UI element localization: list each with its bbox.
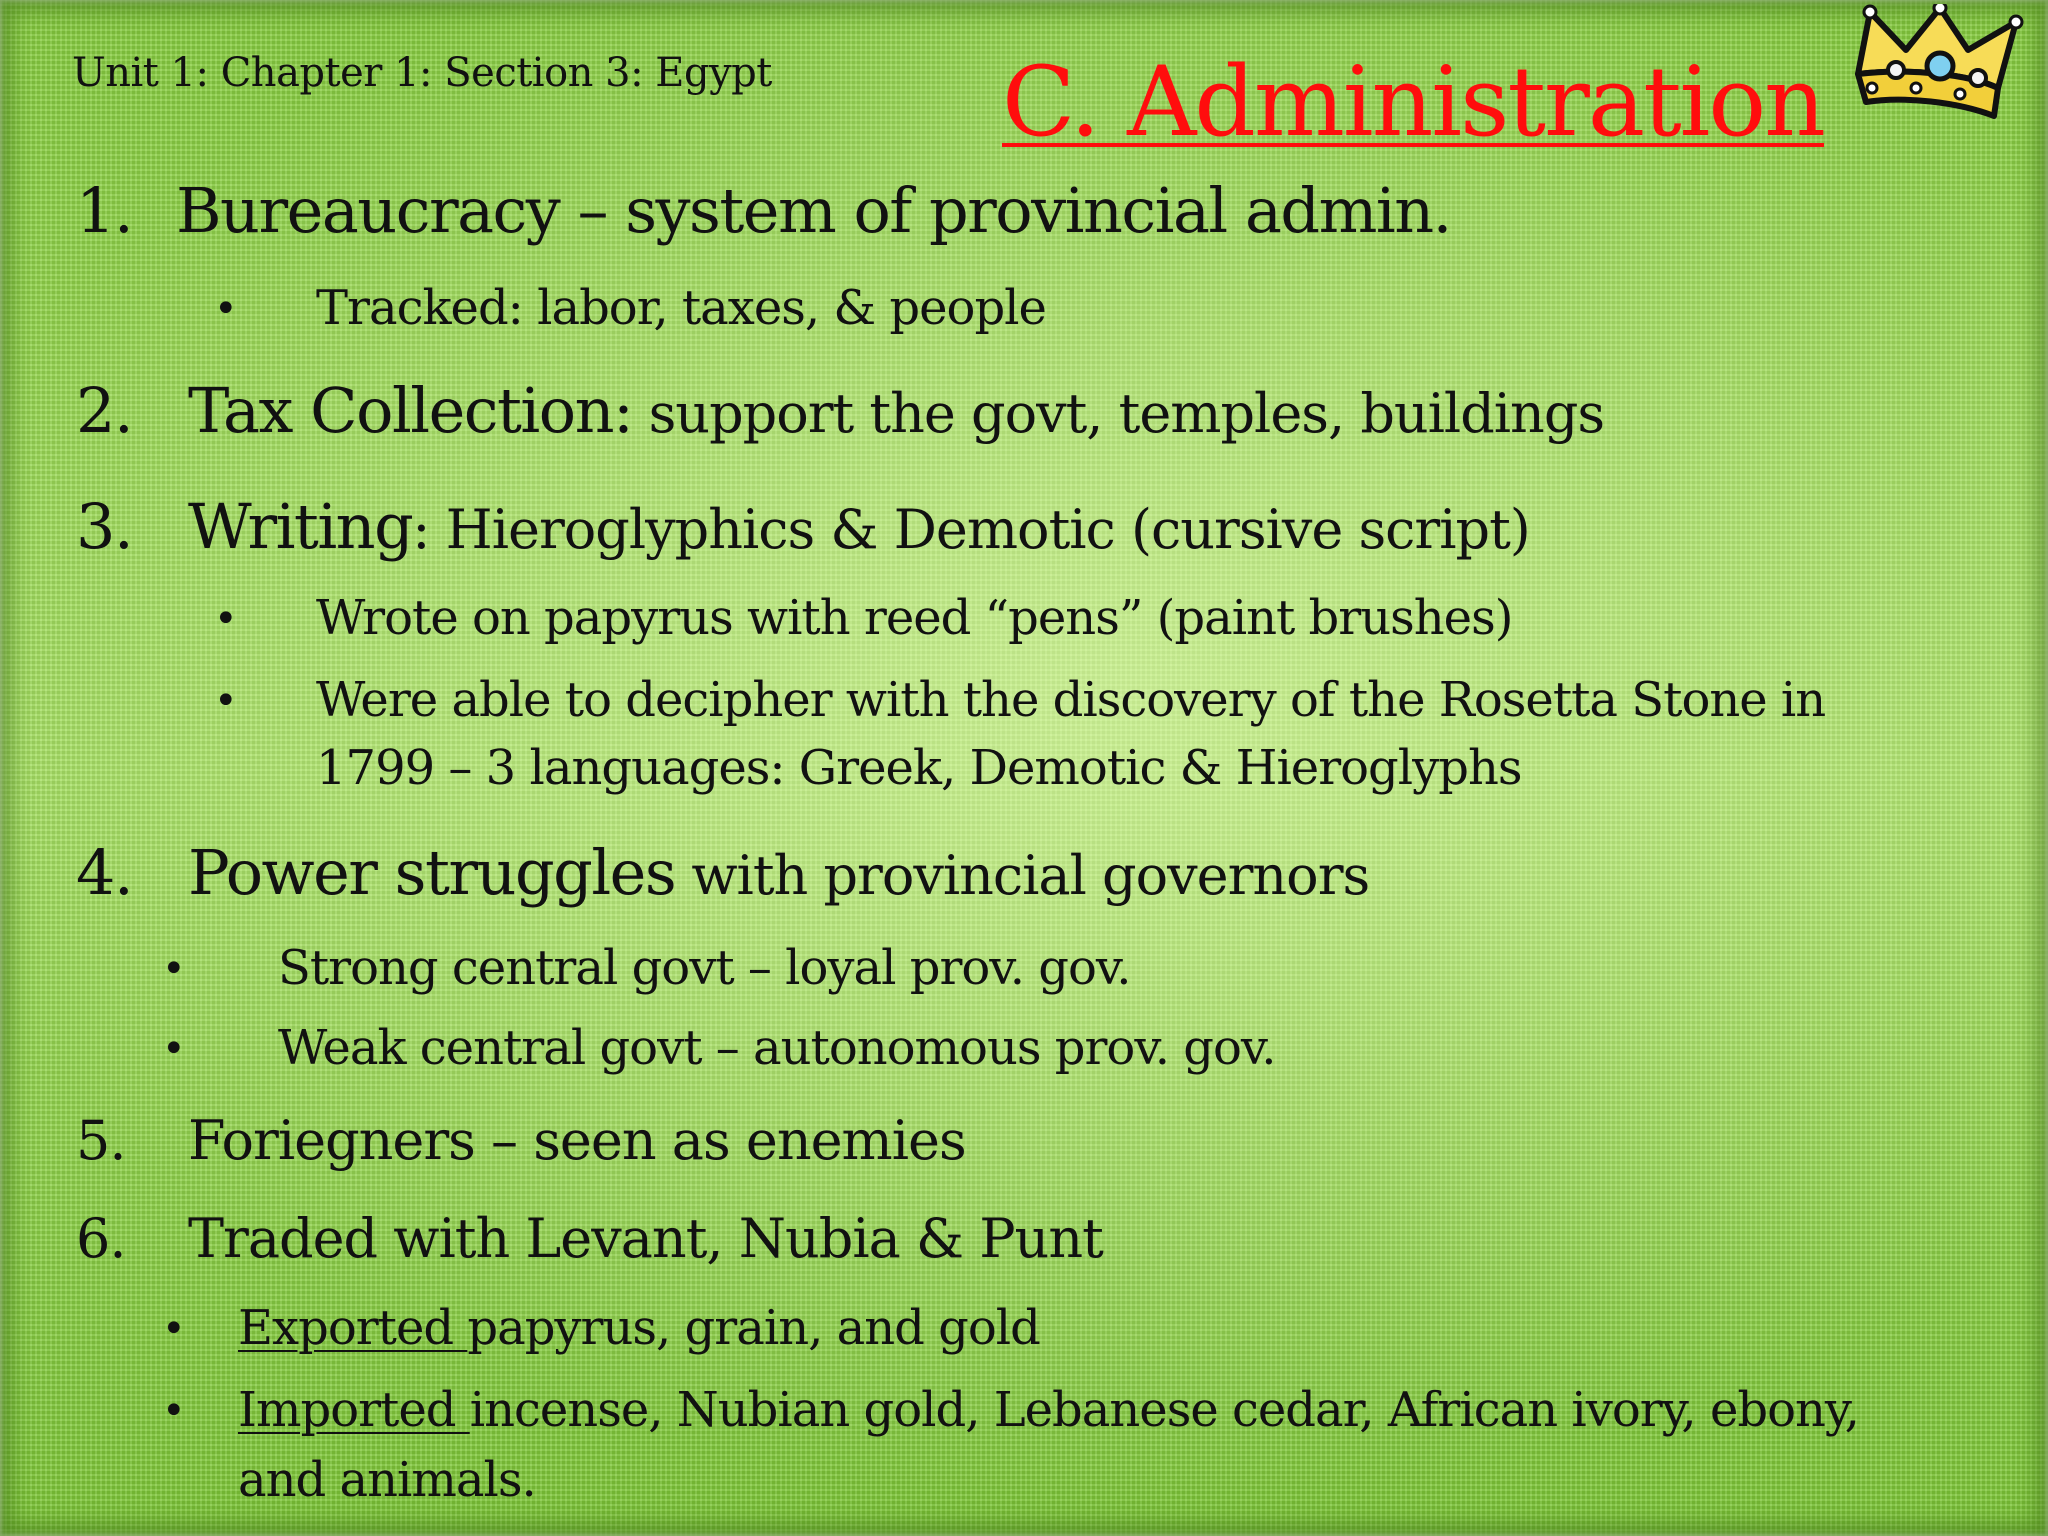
bullet-icon: • (162, 1026, 186, 1072)
sub-item-continued: and animals. (238, 1452, 536, 1508)
item-number: 4. (76, 836, 133, 909)
bullet-icon: • (162, 946, 186, 992)
sub-item: Weak central govt – autonomous prov. gov. (278, 1020, 1276, 1076)
trade-label: Imported (238, 1382, 470, 1438)
slide-title: C. Administration (1002, 46, 1824, 158)
item-lead: Tax Collection: (188, 374, 633, 447)
bullet-icon: • (214, 286, 238, 332)
sub-item-continued: 1799 – 3 languages: Greek, Demotic & Hieroglyphs (316, 740, 1522, 796)
item-5 (76, 1109, 966, 1172)
item-number: 6. (76, 1207, 126, 1270)
sub-item: Strong central govt – loyal prov. gov. (278, 940, 1131, 996)
item-3 (76, 490, 1530, 563)
item-rest: with provincial governors (675, 844, 1370, 907)
item-rest: : Hieroglyphics & Demotic (cursive script) (412, 498, 1530, 561)
sub-item (238, 1382, 1859, 1438)
sub-item: Tracked: labor, taxes, & people (316, 280, 1046, 336)
item-6 (76, 1207, 1103, 1270)
item-lead: Power struggles (188, 836, 676, 909)
bullet-icon: • (214, 596, 238, 642)
item-lead: Bureaucracy – system of provincial admin. (176, 174, 1451, 247)
trade-label: Exported (238, 1300, 468, 1356)
item-1 (76, 174, 1451, 247)
item-lead: Writing (188, 490, 413, 563)
bullet-icon: • (162, 1388, 186, 1434)
sub-item: Were able to decipher with the discovery of the Rosetta Stone in (316, 672, 1826, 728)
slide-header: Unit 1: Chapter 1: Section 3: Egypt (72, 50, 772, 96)
item-2 (76, 374, 1605, 447)
item-lead: Traded with Levant, Nubia & Punt (188, 1207, 1103, 1270)
item-number: 5. (76, 1109, 126, 1172)
sub-item (238, 1300, 1040, 1356)
item-rest: support the govt, temples, buildings (632, 382, 1605, 445)
item-4 (76, 836, 1370, 909)
trade-text: incense, Nubian gold, Lebanese cedar, African ivory, ebony, (469, 1382, 1859, 1438)
trade-text: papyrus, grain, and gold (467, 1300, 1040, 1356)
item-number: 1. (76, 174, 133, 247)
item-lead: Foriegners – seen as enemies (188, 1109, 966, 1172)
item-number: 3. (76, 490, 133, 563)
item-number: 2. (76, 374, 133, 447)
bullet-icon: • (162, 1306, 186, 1352)
bullet-icon: • (214, 678, 238, 724)
sub-item: Wrote on papyrus with reed “pens” (paint brushes) (316, 590, 1513, 646)
crown-icon (1848, 4, 2034, 132)
